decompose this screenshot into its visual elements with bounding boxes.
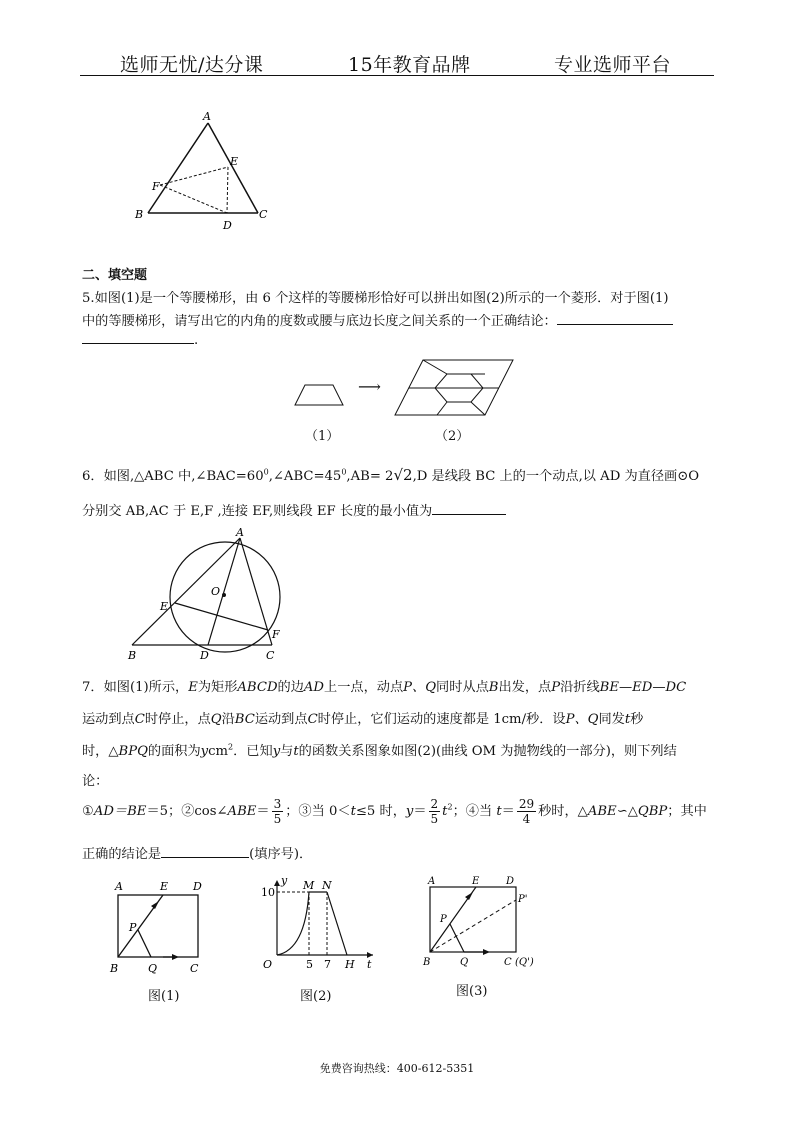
q7f3-label-q: Q xyxy=(460,957,469,968)
q5-answer-blank-1[interactable] xyxy=(557,312,673,325)
q5-fig1-caption: （1） xyxy=(305,429,340,444)
q5-figures xyxy=(285,355,525,425)
q7-figure-1 xyxy=(105,875,215,980)
q5-line2-text: 中的等腰梯形，请写出它的内角的度数或腰与底边长度之间关系的一个正确结论： xyxy=(82,314,557,329)
tri-label-e: E xyxy=(230,155,239,168)
tri-label-b: B xyxy=(135,208,144,221)
q7f3-label-pp: P' xyxy=(518,894,528,905)
tri-label-a: A xyxy=(203,110,211,123)
q7-line4: 论： xyxy=(82,774,109,789)
q7f1-label-b: B xyxy=(110,962,119,975)
q7f3-label-d: D xyxy=(506,876,515,887)
q7f1-label-a: A xyxy=(115,880,123,893)
header-center: 15年教育品牌 xyxy=(348,54,471,76)
section-title: 二、填空题 xyxy=(82,268,148,283)
q5-arrow: ⟶ xyxy=(358,377,381,396)
footer-hotline: 免费咨询热线：400-612-5351 xyxy=(319,1062,475,1075)
q6-line2: 分别交 AB,AC 于 E,F ,连接 EF,则线段 EF 长度的最小值为 xyxy=(82,500,506,519)
q7-line6: 正确的结论是 (填序号)． xyxy=(82,847,313,862)
q7f2-label-o: O xyxy=(263,958,273,971)
q5-line1: 5.如图(1)是一个等腰梯形，由 6 个这样的等腰梯形恰好可以拼出如图(2)所示的一个菱形．对于图(1) xyxy=(82,291,669,306)
q7-fraction-3-5: $\frac{3}{5}$ xyxy=(273,797,282,826)
q7f2-label-7: 7 xyxy=(324,958,331,971)
q6-figure xyxy=(120,525,295,665)
q7-fig3-caption: 图(3) xyxy=(456,984,488,999)
q6-circle xyxy=(170,542,280,652)
q7f2-label-n: N xyxy=(322,879,332,892)
triangle-figure xyxy=(130,105,280,235)
q7-line5: ①AD＝BE＝5；②cos∠ABE＝ $\frac{3}{5}$ ；③当 0＜t≤5 时，y＝ $\frac{2}{5}$ $t^2$；④当 t＝ $\frac{29}{4}$ 秒时，△ABE∽△QBP；其中 xyxy=(82,797,707,826)
q6-label-b: B xyxy=(128,649,137,662)
q7f1-label-q: Q xyxy=(148,962,158,975)
q6-label-o: O xyxy=(211,585,221,598)
q6-label-e: E xyxy=(160,600,169,613)
header-rule xyxy=(80,75,714,76)
q7-line3: 时，△BPQ的面积为ycm$^2$．已知y与t的函数关系图象如图(2)(曲线 OM 为抛物线的一部分)，则下列结 xyxy=(82,742,677,759)
tri-label-f: F xyxy=(152,180,160,193)
q6-label-a: A xyxy=(236,526,244,539)
q7-answer-blank[interactable] xyxy=(161,845,249,858)
q7-fig1-caption: 图(1) xyxy=(148,989,180,1004)
q7-line1: 7．如图(1)所示，E为矩形ABCD的边AD上一点，动点P、Q同时从点B出发，点P沿折线BE—ED—DC xyxy=(82,680,687,695)
q6-label-d: D xyxy=(200,649,209,662)
header-left: 选师无忧/达分课 xyxy=(120,54,264,76)
q7f2-label-10: 10 xyxy=(261,886,275,899)
q5-trapezoid xyxy=(295,385,343,405)
q7f3-label-p: P xyxy=(440,914,447,925)
q6-label-c: C xyxy=(266,649,275,662)
header-right: 专业选师平台 xyxy=(554,54,672,76)
tri-label-c: C xyxy=(259,208,268,221)
q7f3-label-b: B xyxy=(423,957,431,968)
q6-answer-blank[interactable] xyxy=(432,502,506,515)
q7-figure-3 xyxy=(418,870,548,975)
q7-fig2-caption: 图(2) xyxy=(300,989,332,1004)
q7f2-label-y: y xyxy=(281,874,288,887)
q7f1-label-c: C xyxy=(190,962,199,975)
q7f2-label-h: H xyxy=(345,958,355,971)
q7-line2: 运动到点C时停止，点Q沿BC运动到点C时停止，它们运动的速度都是 1cm/秒．设P、Q同发t秒 xyxy=(82,712,644,727)
q7f2-label-m: M xyxy=(303,879,315,892)
q7-fraction-29-4: $\frac{29}{4}$ xyxy=(518,797,535,826)
q7f1-label-e: E xyxy=(160,880,169,893)
q7f3-label-a: A xyxy=(428,876,436,887)
q7f2-label-t: t xyxy=(367,958,372,971)
q5-rhombus xyxy=(395,360,513,415)
q5-line3: . xyxy=(82,331,198,348)
tri-label-d: D xyxy=(223,219,232,232)
q5-fig2-caption: （2） xyxy=(435,429,470,444)
q7f1-label-d: D xyxy=(193,880,202,893)
q7f3-label-qp: (Q') xyxy=(515,957,534,968)
q6-line1: 6．如图,△ABC 中$,\angle BAC=60^0,\angle ABC=45^0,AB= 2√2,D$ 是线段 BC 上的一个动点,以 AD 为直径画⊙O xyxy=(82,466,700,484)
q7-figure-2 xyxy=(255,870,380,980)
q7f2-label-5: 5 xyxy=(306,958,313,971)
q5-answer-blank-2[interactable] xyxy=(82,331,194,344)
q7-fraction-2-5: $\frac{2}{5}$ xyxy=(430,797,439,826)
q5-line2 xyxy=(82,310,673,329)
q7f3-label-e: E xyxy=(472,876,480,887)
q7f1-label-p: P xyxy=(129,921,137,934)
q7f3-label-c: C xyxy=(504,957,512,968)
q6-label-f: F xyxy=(272,628,280,641)
